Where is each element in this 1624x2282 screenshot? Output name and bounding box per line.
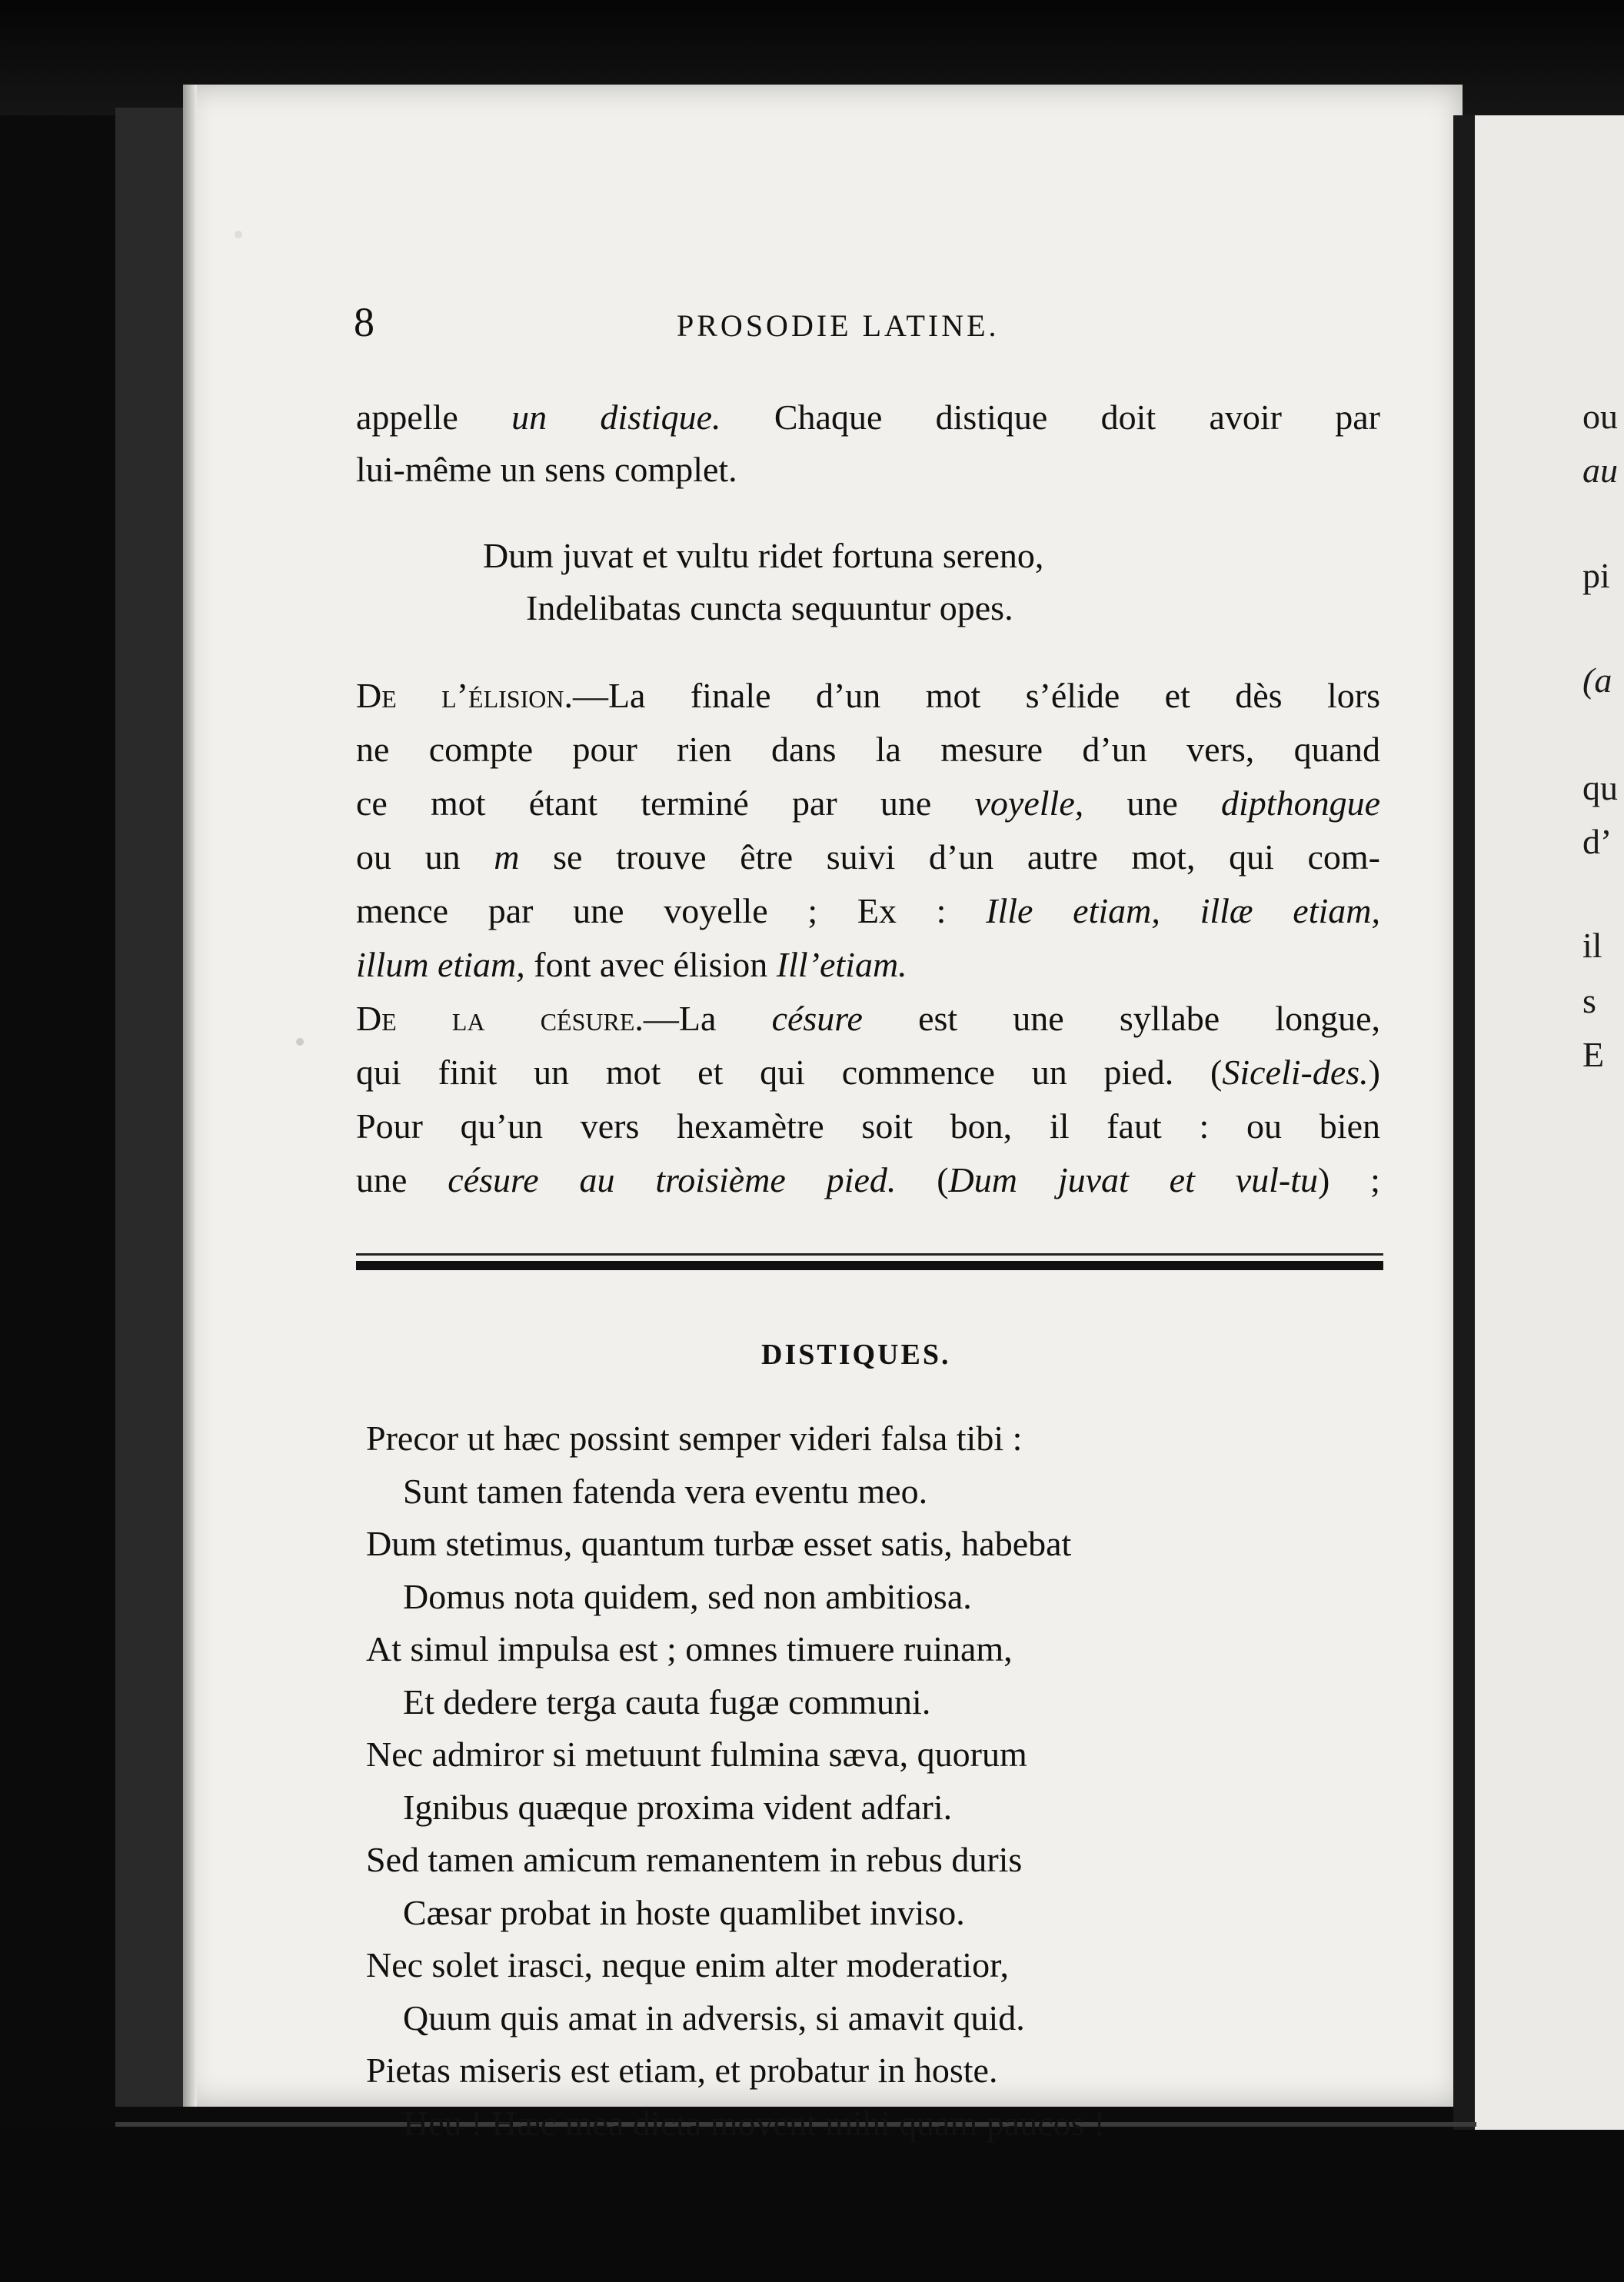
elision-line — [356, 893, 1380, 929]
text-run: qui finit un mot et qui commence un pied. ( — [356, 1053, 1223, 1092]
pentameter-line: Cæsar probat in hoste quamlibet inviso. — [403, 1892, 965, 1932]
facing-fragment: qu — [1582, 768, 1618, 807]
scan-speck — [296, 1038, 304, 1046]
facing-fragment: (a — [1582, 660, 1612, 700]
text-run: est une syllabe longue, — [862, 999, 1380, 1038]
page-number: 8 — [354, 299, 374, 345]
elision-line — [356, 732, 1380, 767]
running-title: PROSODIE LATINE. — [677, 308, 1000, 343]
text-run: se trouve être suivi d’un autre mot, qui com- — [519, 837, 1380, 877]
text-run: —La finale d’un mot s’élide et dès lors — [572, 676, 1380, 715]
facing-fragment: s — [1582, 981, 1596, 1020]
italic-run: Ille etiam, illæ etiam, — [986, 891, 1380, 930]
text-run: —La — [643, 999, 772, 1038]
text-run: ) ; — [1318, 1160, 1380, 1199]
scan-background-bottom — [0, 2130, 1624, 2282]
text-run: ou un — [356, 837, 494, 877]
italic-run: césure au troisième pied. — [448, 1160, 897, 1199]
body-line — [356, 452, 737, 487]
section-rule-thick — [356, 1261, 1383, 1270]
pentameter-line: Ignibus quæque proxima vident adfari. — [403, 1787, 953, 1827]
text-run: ce mot étant terminé par une — [356, 783, 975, 823]
pentameter-line: Domus nota quidem, sed non ambitiosa. — [403, 1576, 972, 1616]
facing-fragment: il — [1582, 926, 1602, 965]
italic-run: m — [494, 837, 520, 877]
text-run: une — [356, 1160, 448, 1199]
example-verse: Indelibatas cuncta sequuntur opes. — [526, 588, 1013, 627]
example-verse: Dum juvat et vultu ridet fortuna sereno, — [483, 536, 1044, 575]
page-gutter-shade — [183, 85, 197, 2107]
text-run: ne compte pour rien dans la mesure d’un vers, quand — [356, 730, 1380, 769]
cesure-line — [356, 1106, 1380, 1146]
italic-run: un distique. — [511, 398, 721, 437]
hexameter-line: Dum stetimus, quantum turbæ esset satis, habebat — [366, 1524, 1072, 1563]
pentameter-line: Sunt tamen fatenda vera eventu meo. — [403, 1471, 928, 1511]
section-title: DISTIQUES. — [761, 1339, 951, 1371]
text-run: Pour qu’un vers hexamètre soit bon, il faut : ou bien — [356, 1106, 1380, 1146]
elision-line — [356, 947, 907, 983]
cesure-line — [356, 1160, 1380, 1199]
italic-run: Dum juvat et vul-tu — [948, 1160, 1319, 1199]
hexameter-line: Pietas miseris est etiam, et probatur in hoste. — [366, 2051, 998, 2090]
facing-fragment: ou — [1582, 397, 1618, 436]
text-run: ) — [1368, 1053, 1380, 1092]
cesure-heading: De la césure. — [356, 999, 644, 1038]
pentameter-line: Quum quis amat in adversis, si amavit quid. — [403, 1998, 1025, 2038]
italic-run: Siceli-des. — [1222, 1053, 1369, 1092]
italic-run: illum etiam, — [356, 945, 525, 984]
hexameter-line: At simul impulsa est ; omnes timuere ruinam, — [366, 1629, 1013, 1668]
text-run: une — [1083, 783, 1222, 823]
pentameter-line: Et dedere terga cauta fugæ communi. — [403, 1682, 931, 1721]
section-rule-thin — [356, 1253, 1383, 1256]
cesure-line — [356, 1055, 1380, 1090]
elision-line — [356, 837, 1380, 877]
cesure-line — [356, 1001, 1380, 1036]
italic-run: voyelle, — [974, 783, 1084, 823]
text-run: Chaque distique doit avoir par — [720, 398, 1380, 437]
facing-fragment: pi — [1582, 556, 1610, 595]
hexameter-line: Sed tamen amicum remanentem in rebus duris — [366, 1840, 1023, 1879]
page-edge-shadow — [115, 108, 185, 2107]
italic-run: Ill’etiam. — [776, 945, 907, 984]
body-line — [356, 400, 1380, 435]
text-run: lui-même un sens complet. — [356, 450, 737, 489]
pentameter-line: Heu ! Hæc mea dicta movent mihi quam paucos ! — [403, 2103, 1106, 2143]
italic-run: césure — [771, 999, 863, 1038]
italic-run: dipthongue — [1221, 783, 1381, 823]
elision-heading: De l’élision. — [356, 676, 573, 715]
text-run: ( — [896, 1160, 949, 1199]
elision-line — [356, 783, 1381, 823]
hexameter-line: Nec solet irasci, neque enim alter moderatior, — [366, 1945, 1010, 1984]
facing-fragment: E — [1582, 1035, 1605, 1074]
text-run: font avec élision — [524, 945, 777, 984]
elision-line — [356, 678, 1380, 714]
hexameter-line: Precor ut hæc possint semper videri falsa tibi : — [366, 1419, 1023, 1458]
text-run: mence par une voyelle ; Ex : — [356, 891, 987, 930]
text-run: appelle — [356, 398, 512, 437]
hexameter-line: Nec admiror si metuunt fulmina sæva, quorum — [366, 1735, 1027, 1774]
facing-fragment: au — [1582, 451, 1618, 490]
facing-fragment: d’ — [1582, 822, 1612, 861]
page-gutter — [1453, 115, 1475, 2130]
scan-speck — [235, 231, 242, 238]
